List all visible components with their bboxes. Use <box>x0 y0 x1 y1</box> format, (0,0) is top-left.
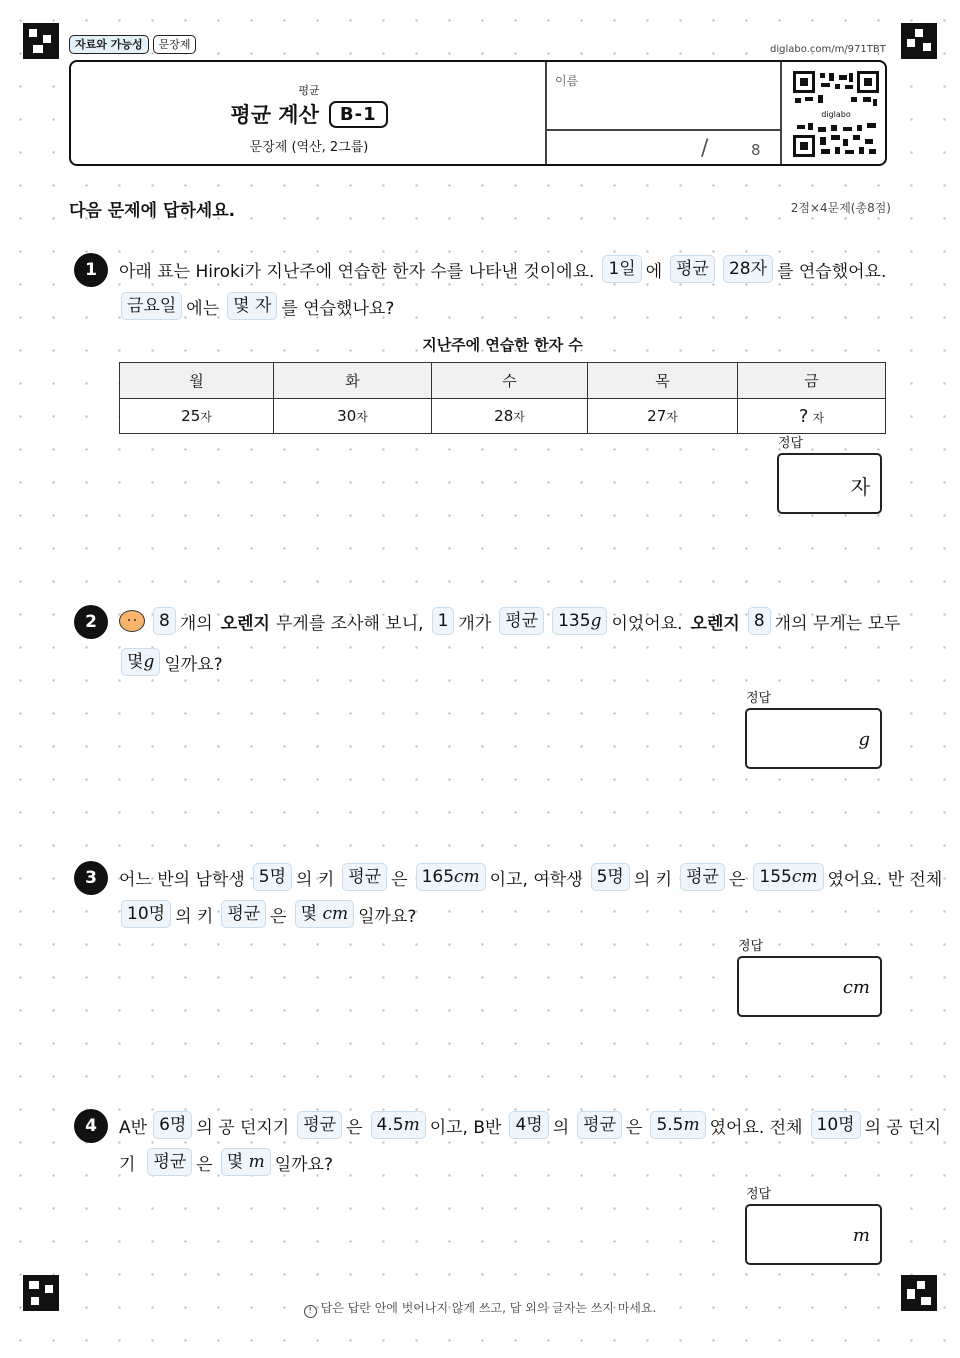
question-text: 개가 <box>458 613 492 634</box>
question-text: 이고, 여학생 <box>489 869 583 890</box>
footer-text: 답은 답란 안에 벗어나지 않게 쓰고, 답 외의 글자는 쓰지 마세요. <box>320 1301 657 1315</box>
value-number: 135 <box>558 611 591 631</box>
question-text: 를 연습했나요? <box>281 298 395 319</box>
question-text: 를 연습했어요. <box>777 261 887 282</box>
question-1-line-2 <box>117 292 394 320</box>
worksheet-category: 평균 <box>298 84 320 97</box>
value-number: 몇 <box>127 652 144 672</box>
question-2-line-2 <box>117 648 223 676</box>
title-row <box>71 99 547 129</box>
qr-label: diglabo <box>814 109 858 121</box>
keyword-average: 평균 <box>147 1148 192 1176</box>
qr-code-icon[interactable] <box>793 71 879 157</box>
answer-label: 정답 <box>778 436 804 451</box>
question-text: 은 <box>626 1117 643 1138</box>
orange-icon <box>119 610 145 632</box>
worksheet-subtitle: 문장제 (역산, 2그룹) <box>249 140 369 155</box>
question-number-3: 3 <box>74 861 108 895</box>
question-keyword: 오렌지 <box>220 613 270 634</box>
question-text: 일까요? <box>164 654 223 675</box>
table-row <box>120 399 886 434</box>
given-value: 4명 <box>509 1111 548 1139</box>
question-text: A반 <box>119 1117 148 1138</box>
given-value: 5명 <box>591 863 630 891</box>
footer-note <box>0 1299 960 1318</box>
divider <box>545 129 781 131</box>
answer-label: 정답 <box>746 1187 772 1202</box>
worksheet-code: B-1 <box>329 101 388 128</box>
value-unit: g <box>143 652 155 672</box>
corner-marker-top-left <box>23 23 59 59</box>
table-header-cell: 금 <box>738 363 886 399</box>
practice-table <box>119 362 886 434</box>
value-unit: cm <box>322 904 349 924</box>
divider <box>780 62 782 164</box>
given-value: 1 <box>432 607 455 635</box>
answer-unit: 자 <box>850 475 870 499</box>
cell-unit: 자 <box>513 410 525 424</box>
cell-unit: 자 <box>356 410 368 424</box>
cell-unit: 자 <box>200 410 212 424</box>
cell-unit: 자 <box>666 410 678 424</box>
value-unit: cm <box>454 867 480 887</box>
answer-unit: cm <box>842 977 870 998</box>
value-unit: m <box>683 1115 700 1135</box>
unknown-value <box>121 648 160 676</box>
name-field-label: 이름 <box>555 74 579 88</box>
table-header-cell: 수 <box>432 363 588 399</box>
unknown-value: 몇 자 <box>227 292 277 320</box>
table-header-cell: 목 <box>588 363 738 399</box>
question-text: 에 <box>645 261 663 282</box>
question-text: 은 <box>196 1154 213 1175</box>
cell-value: ? <box>798 405 809 427</box>
question-2-line-1 <box>119 607 900 635</box>
question-4-line-1 <box>119 1111 941 1139</box>
given-value: 10명 <box>811 1111 861 1139</box>
question-text: 일까요? <box>358 906 417 927</box>
worksheet-title: 평균 계산 <box>230 103 319 127</box>
question-text: 의 키 <box>633 869 673 890</box>
question-text: 개의 <box>179 613 213 634</box>
value-number: 165 <box>421 867 455 887</box>
answer-box-1[interactable] <box>777 453 882 514</box>
question-text: 은 <box>346 1117 363 1138</box>
question-text: 기 <box>119 1154 136 1175</box>
answer-box-4[interactable] <box>745 1204 882 1265</box>
question-text: 의 공 던지기 <box>196 1117 290 1138</box>
answer-label: 정답 <box>746 691 772 706</box>
points-info: 2점×4문제(총8점) <box>790 201 891 215</box>
given-value: 10명 <box>121 900 171 928</box>
keyword-average: 평균 <box>221 900 266 928</box>
instruction: 다음 문제에 답하세요. <box>69 201 236 221</box>
keyword-average: 평균 <box>670 255 715 283</box>
table-cell <box>588 399 738 434</box>
corner-marker-top-right <box>901 23 937 59</box>
answer-unit: g <box>858 729 870 750</box>
answer-box-3[interactable] <box>737 956 882 1017</box>
given-value: 28자 <box>723 255 773 283</box>
question-text: 이었어요. <box>611 613 683 634</box>
cell-value: 30 <box>337 407 357 425</box>
question-text: 의 공 던지 <box>864 1117 942 1138</box>
question-text: 은 <box>270 906 287 927</box>
question-number-4: 4 <box>74 1109 108 1143</box>
table-cell <box>274 399 432 434</box>
unknown-value <box>295 900 355 928</box>
given-value <box>552 607 607 635</box>
given-value <box>650 1111 705 1139</box>
question-text: 은 <box>728 869 746 890</box>
keyword-average: 평균 <box>342 863 387 891</box>
cell-value: 28 <box>494 407 514 425</box>
score-total: 8 <box>751 141 761 159</box>
answer-box-2[interactable] <box>745 708 882 769</box>
cell-value: 25 <box>181 407 201 425</box>
question-text: 이고, B반 <box>429 1117 502 1138</box>
cell-value: 27 <box>647 407 667 425</box>
question-number-2: 2 <box>74 605 108 639</box>
question-text: 의 키 <box>296 869 335 890</box>
table-header-cell: 화 <box>274 363 432 399</box>
tag-type: 문장제 <box>153 35 197 54</box>
keyword-average: 평균 <box>577 1111 622 1139</box>
keyword-average: 평균 <box>297 1111 342 1139</box>
given-value <box>753 863 823 891</box>
value-number: 4.5 <box>376 1115 404 1135</box>
given-value: 8 <box>153 607 176 635</box>
given-value <box>371 1111 426 1139</box>
given-value: 5명 <box>253 863 292 891</box>
given-value: 8 <box>748 607 771 635</box>
warning-icon: ! <box>304 1305 317 1318</box>
question-text: 개의 무게는 모두 <box>774 613 901 634</box>
value-number: 155 <box>759 867 792 887</box>
question-text: 였어요. 전체 <box>709 1117 803 1138</box>
keyword-average: 평균 <box>680 863 725 891</box>
answer-unit: m <box>852 1225 870 1246</box>
table-title: 지난주에 연습한 한자 수 <box>422 336 583 354</box>
value-unit: cm <box>791 867 818 887</box>
question-1-line-1 <box>119 255 886 283</box>
question-text: 아래 표는 Hiroki가 지난주에 연습한 한자 수를 나타낸 것이에요. <box>119 261 595 282</box>
question-text: 였어요. 반 전체 <box>827 869 943 890</box>
question-3-line-1 <box>119 863 942 891</box>
target-value: 금요일 <box>121 292 182 320</box>
divider <box>545 62 547 164</box>
value-unit: g <box>590 611 602 631</box>
question-3-line-2 <box>117 900 416 928</box>
question-4-line-2 <box>119 1148 333 1176</box>
score-slash: / <box>701 136 709 161</box>
unknown-value <box>221 1148 271 1176</box>
table-cell <box>120 399 274 434</box>
question-keyword: 오렌지 <box>690 613 740 634</box>
cell-unit: 자 <box>812 410 825 425</box>
value-unit: m <box>248 1152 265 1172</box>
question-text: 의 키 <box>175 906 214 927</box>
question-text: 무게를 조사해 보니, <box>275 613 424 634</box>
table-cell <box>738 399 886 434</box>
question-text: 에는 <box>186 298 220 319</box>
given-value: 6명 <box>153 1111 192 1139</box>
value-number: 5.5 <box>656 1115 684 1135</box>
answer-label: 정답 <box>738 939 764 954</box>
table-header-cell: 월 <box>120 363 274 399</box>
category-tags <box>69 35 196 54</box>
table-cell <box>432 399 588 434</box>
value-number: 몇 <box>226 1152 244 1172</box>
site-url: diglabo.com/m/971TBT <box>770 44 886 55</box>
question-text: 의 <box>552 1117 570 1138</box>
tag-subject: 자료와 가능성 <box>69 35 149 54</box>
question-number-1: 1 <box>74 253 108 287</box>
question-text: 어느 반의 남학생 <box>119 869 245 890</box>
value-number: 몇 <box>300 904 318 924</box>
question-text: 은 <box>391 869 408 890</box>
worksheet-header <box>69 60 887 166</box>
given-value <box>416 863 486 891</box>
value-unit: m <box>403 1115 420 1135</box>
keyword-average: 평균 <box>499 607 544 635</box>
table-header-row <box>120 363 886 399</box>
given-value: 1일 <box>602 255 641 283</box>
question-text: 일까요? <box>274 1154 333 1175</box>
